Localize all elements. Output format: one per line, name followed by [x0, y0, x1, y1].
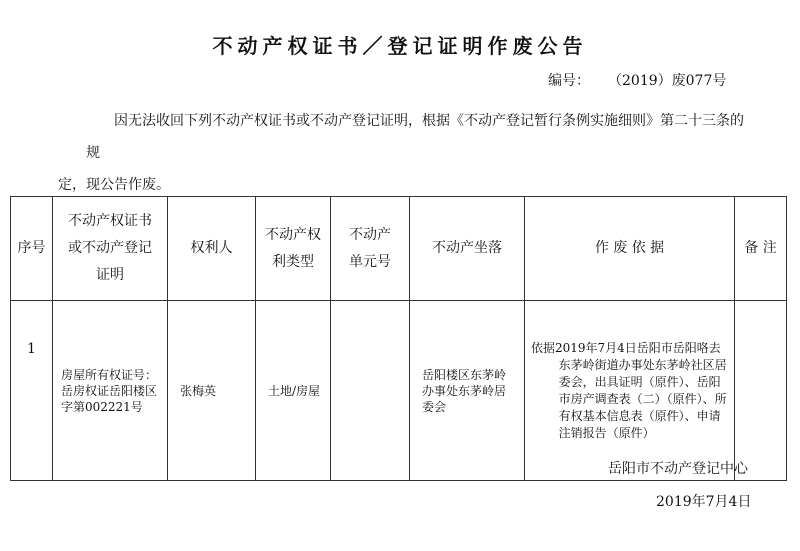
cell-location: 岳阳楼区东茅岭办事处东茅岭居委会: [410, 301, 525, 481]
notice-body-line2: 定，现公告作废。: [58, 177, 170, 193]
void-certificate-table: [10, 196, 787, 481]
header-remark: 备 注: [735, 197, 787, 301]
header-certificate-line: 或不动产登记: [68, 240, 152, 256]
cell-holder: 张梅英: [168, 301, 256, 481]
header-certificate: [53, 197, 168, 301]
cell-remark: [735, 301, 787, 481]
cell-basis: [525, 301, 735, 481]
cell-seq: 1: [11, 301, 53, 481]
header-unit-number-line: 不动产: [349, 226, 391, 243]
header-basis: 作 废 依 据: [525, 197, 735, 301]
table-row: [11, 301, 787, 481]
header-holder: 权利人: [168, 197, 256, 301]
header-unit-number: [331, 197, 410, 301]
issue-date: 2019年7月4日: [656, 494, 752, 510]
cell-basis-text: 依据2019年7月4日岳阳市岳阳咯去东茅岭街道办事处东茅岭社区居委会，出具证明（原件）、岳阳市房产调查表（二）（原件）、所有权基本信息表（原件）、申请注销报告（原件）: [531, 340, 727, 440]
notice-body-line1: 因无法收回下列不动产权证书或不动产登记证明，根据《不动产登记暂行条例实施细则》第二十三条的规: [86, 113, 744, 161]
header-right-type-line: 利类型: [272, 253, 314, 270]
header-certificate-line: 不动产权证书: [68, 213, 152, 229]
header-seq: 序号: [11, 197, 53, 301]
table-header-row: [11, 197, 787, 301]
number-label: 编号：: [548, 73, 590, 89]
number-value: （2019）废077号: [608, 73, 727, 89]
cell-right-type: 土地/房屋: [256, 301, 331, 481]
header-certificate-line: 证明: [96, 267, 124, 283]
header-right-type-line: 不动产权: [265, 226, 321, 243]
header-right-type: [256, 197, 331, 301]
cell-certificate: 房屋所有权证号：岳房权证岳阳楼区字第002221号: [53, 301, 168, 481]
header-unit-number-line: 单元号: [349, 253, 391, 270]
notice-title: 不动产权证书／登记证明作废公告: [212, 34, 588, 58]
notice-number: [548, 70, 726, 90]
header-location: 不动产坐落: [410, 197, 525, 301]
issuing-organization: 岳阳市不动产登记中心: [608, 461, 748, 477]
cell-unit-number: [331, 301, 410, 481]
notice-body: [58, 105, 752, 201]
